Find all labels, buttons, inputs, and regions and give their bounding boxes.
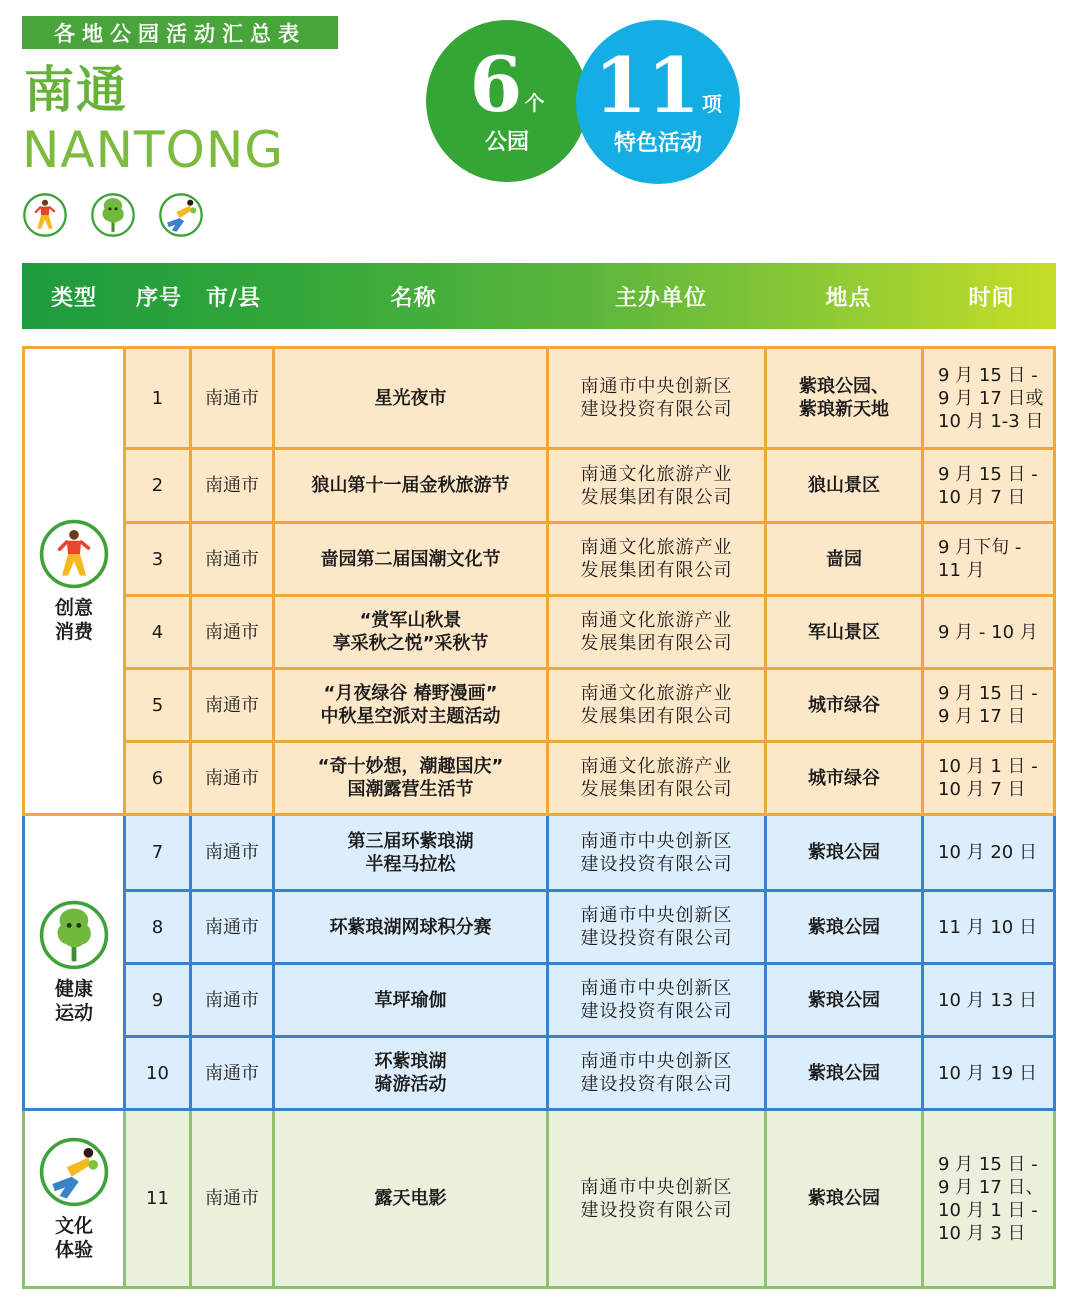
cell-location: 紫琅公园 (764, 965, 921, 1035)
cell-seq: 9 (151, 989, 164, 1011)
cell-time: 9 月 15 日 - 9 月 17 日、 10 月 1 日 - 10 月 3 日 (921, 1111, 1053, 1286)
activity-table (22, 346, 1056, 1289)
type-label: 健康运动 (54, 978, 93, 1024)
cell-city: 南通市 (189, 965, 272, 1035)
cell-seq: 4 (151, 621, 164, 643)
activities-count-badge (576, 20, 740, 184)
cell-location: 紫琅公园、 紫琅新天地 (764, 349, 921, 447)
table-row (126, 521, 1053, 594)
cell-city: 南通市 (189, 450, 272, 521)
cell-seq: 11 (146, 1188, 169, 1209)
cell-organizer: 南通文化旅游产业 发展集团有限公司 (546, 670, 764, 740)
cell-name: 草坪瑜伽 (272, 965, 546, 1035)
cell-time: 10 月 20 日 (921, 816, 1053, 889)
cell-location: 紫琅公园 (764, 1111, 921, 1286)
cell-seq: 6 (151, 767, 164, 789)
cell-city: 南通市 (189, 892, 272, 962)
cell-city: 南通市 (189, 670, 272, 740)
person-icon (22, 192, 68, 238)
cell-organizer: 南通市中央创新区 建设投资有限公司 (546, 965, 764, 1035)
cell-location: 城市绿谷 (764, 743, 921, 813)
tree-icon (90, 192, 136, 238)
table-row (126, 889, 1053, 962)
cell-location: 城市绿谷 (764, 670, 921, 740)
header-type: 类型 (50, 285, 97, 311)
cell-seq: 2 (151, 475, 164, 496)
parks-unit: 个 (524, 90, 545, 115)
cell-location: 狼山景区 (764, 450, 921, 521)
cell-name: “赏军山秋景 享采秋之悦”采秋节 (272, 597, 546, 667)
header-time: 时间 (968, 285, 1015, 311)
table-row (126, 816, 1053, 889)
cell-time: 9 月下旬 - 11 月 (921, 524, 1053, 594)
header-organizer: 主办单位 (614, 285, 707, 311)
runner-icon (38, 1136, 110, 1208)
cell-time: 11 月 10 日 (921, 892, 1053, 962)
cell-name: 狼山第十一届金秋旅游节 (272, 450, 546, 521)
cell-organizer: 南通市中央创新区 建设投资有限公司 (546, 1038, 764, 1108)
cell-organizer: 南通文化旅游产业 发展集团有限公司 (546, 450, 764, 521)
header-city: 市/县 (205, 285, 262, 311)
cell-organizer: 南通市中央创新区 建设投资有限公司 (546, 1111, 764, 1286)
city-title-en: NANTONG (22, 121, 285, 179)
cell-time: 10 月 19 日 (921, 1038, 1053, 1108)
table-row (126, 594, 1053, 667)
table-row (126, 447, 1053, 521)
cell-seq: 5 (151, 694, 164, 716)
cell-location: 紫琅公园 (764, 1038, 921, 1108)
cell-organizer: 南通市中央创新区 建设投资有限公司 (546, 816, 764, 889)
cell-seq: 10 (146, 1062, 169, 1084)
cell-city: 南通市 (189, 597, 272, 667)
cell-time: 10 月 1 日 - 10 月 7 日 (921, 743, 1053, 813)
activities-unit: 项 (701, 91, 722, 116)
cell-name: 环紫琅湖 骑游活动 (272, 1038, 546, 1108)
table-row (126, 962, 1053, 1035)
cell-location: 军山景区 (764, 597, 921, 667)
theme-icons (22, 192, 204, 238)
cell-seq: 7 (151, 842, 164, 863)
cell-location: 啬园 (764, 524, 921, 594)
table-section (22, 816, 1056, 1111)
table-row (126, 667, 1053, 740)
table-row (126, 1035, 1053, 1108)
cell-seq: 3 (151, 548, 164, 570)
city-title-cn: 南通 (24, 61, 128, 119)
cell-seq: 8 (151, 916, 164, 938)
runner-icon (158, 192, 204, 238)
cell-city: 南通市 (189, 524, 272, 594)
type-cell (25, 816, 126, 1108)
cell-name: 第三届环紫琅湖 半程马拉松 (272, 816, 546, 889)
table-row (126, 349, 1053, 447)
header-location: 地点 (825, 285, 872, 311)
cell-city: 南通市 (189, 1038, 272, 1108)
cell-city: 南通市 (189, 349, 272, 447)
cell-name: 星光夜市 (272, 349, 546, 447)
cell-organizer: 南通文化旅游产业 发展集团有限公司 (546, 743, 764, 813)
header-name: 名称 (390, 285, 437, 311)
cell-time: 9 月 15 日 - 9 月 17 日或 10 月 1-3 日 (921, 349, 1053, 447)
cell-location: 紫琅公园 (764, 816, 921, 889)
type-cell (25, 349, 126, 813)
cell-name: 啬园第二届国潮文化节 (272, 524, 546, 594)
cell-name: 环紫琅湖网球积分赛 (272, 892, 546, 962)
cell-time: 9 月 15 日 - 10 月 7 日 (921, 450, 1053, 521)
type-label: 文化体验 (54, 1214, 93, 1261)
parks-count-badge (426, 20, 588, 182)
cell-city: 南通市 (189, 743, 272, 813)
cell-city: 南通市 (189, 816, 272, 889)
person-icon (38, 518, 110, 590)
cell-time: 10 月 13 日 (921, 965, 1053, 1035)
page-subtitle: 各地公园活动汇总表 (22, 16, 338, 49)
cell-time: 9 月 - 10 月 (921, 597, 1053, 667)
cell-organizer: 南通文化旅游产业 发展集团有限公司 (546, 597, 764, 667)
table-row (126, 740, 1053, 813)
cell-organizer: 南通市中央创新区 建设投资有限公司 (546, 892, 764, 962)
cell-city: 南通市 (189, 1111, 272, 1286)
cell-name: 露天电影 (272, 1111, 546, 1286)
cell-name: “奇十妙想，潮趣国庆” 国潮露营生活节 (272, 743, 546, 813)
table-section (22, 346, 1056, 816)
table-section (22, 1111, 1056, 1289)
cell-organizer: 南通文化旅游产业 发展集团有限公司 (546, 524, 764, 594)
table-row (126, 1111, 1053, 1286)
cell-organizer: 南通市中央创新区 建设投资有限公司 (546, 349, 764, 447)
activities-label: 特色活动 (613, 130, 702, 156)
table-header (22, 263, 1056, 329)
cell-time: 9 月 15 日 - 9 月 17 日 (921, 670, 1053, 740)
cell-name: “月夜绿谷 椿野漫画” 中秋星空派对主题活动 (272, 670, 546, 740)
cell-seq: 1 (151, 387, 164, 409)
header-seq: 序号 (135, 285, 182, 311)
parks-count: 6 (469, 39, 523, 129)
tree-icon (38, 899, 110, 971)
cell-location: 紫琅公园 (764, 892, 921, 962)
type-label: 创意消费 (54, 597, 93, 643)
type-cell (25, 1111, 126, 1286)
parks-label: 公园 (484, 129, 529, 155)
activities-count: 11 (594, 40, 700, 130)
